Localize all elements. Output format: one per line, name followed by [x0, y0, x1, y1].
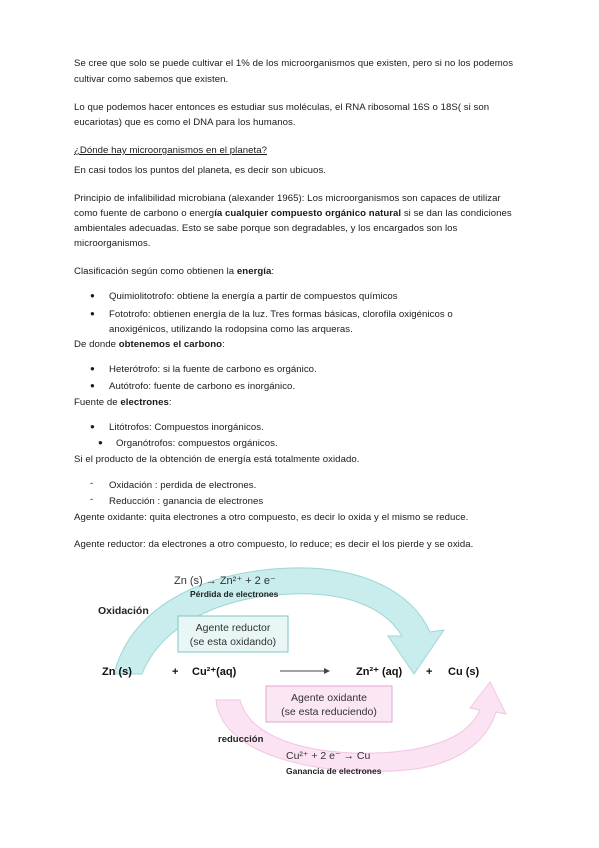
bold-text: ía cualquier compuesto orgánico natural	[214, 208, 402, 219]
bullet-icon: ●	[90, 422, 95, 431]
section-question: ¿Dónde hay microorganismos en el planeta?	[74, 145, 267, 156]
top-equation: Zn (s) → Zn²⁺ + 2 e⁻	[174, 575, 276, 587]
product-zn-ion: Zn²⁺ (aq)	[356, 666, 403, 678]
paragraph-line: cultivar como sabemos que existen.	[74, 74, 229, 85]
paragraph-line: Se cree que solo se puede cultivar el 1% de los microorganismos que existen, pero si no los podemos	[74, 58, 514, 69]
text-run: :	[222, 339, 225, 350]
dash-icon: -	[90, 494, 94, 505]
paragraph-line: ambientales adecuadas. Esto se sabe porque son degradables, y los encargados son los	[74, 223, 458, 234]
list-item: Quimiolitotrofo: obtiene la energía a partir de compuestos químicos	[109, 291, 398, 302]
product-cu: Cu (s)	[448, 666, 480, 678]
perdida-label: Pérdida de electrones	[190, 589, 279, 599]
text-run: Fuente de	[74, 397, 121, 408]
paragraph-line	[74, 337, 225, 352]
agente-reductor-label: Agente reductor	[195, 622, 271, 634]
list-item: Heterótrofo: si la fuente de carbono es orgánico.	[109, 364, 317, 375]
redox-diagram	[92, 562, 512, 784]
bullet-icon: ●	[90, 364, 95, 373]
bullet-icon: ●	[90, 309, 95, 318]
plus-sign: +	[172, 666, 179, 678]
list-item: Organótrofos: compuestos orgánicos.	[116, 438, 278, 449]
text-run: :	[168, 397, 172, 408]
agente-oxidante-label: Agente oxidante	[291, 692, 367, 704]
ganancia-label: Ganancia de electrones	[286, 766, 382, 776]
paragraph-line	[74, 395, 172, 410]
text-run: :	[271, 266, 275, 277]
text-run: como fuente de carbono o energ	[74, 208, 215, 219]
text-run: Clasificación según como obtienen la	[74, 266, 237, 277]
paragraph-line: En casi todos los puntos del planeta, es decir son ubicuos.	[74, 165, 327, 176]
paragraph-line	[74, 264, 274, 279]
paragraph-line: Agente reductor: da electrones a otro compuesto, lo reduce; es decir el los pierde y se oxida.	[74, 539, 474, 550]
reactant-cu-ion: Cu²⁺(aq)	[192, 666, 237, 678]
bold-text: electrones	[120, 397, 169, 408]
list-item: Litótrofos: Compuestos inorgánicos.	[109, 422, 264, 433]
bullet-icon: ●	[90, 291, 95, 300]
list-item: Autótrofo: fuente de carbono es inorgánico.	[109, 381, 296, 392]
list-item: Oxidación : perdida de electrones.	[109, 480, 257, 491]
paragraph-line: microorganismos.	[74, 238, 151, 249]
agente-reductor-sublabel: (se esta oxidando)	[189, 636, 277, 648]
paragraph-line: Agente oxidante: quita electrones a otro compuesto, es decir lo oxida y el mismo se reduce.	[74, 512, 469, 523]
dash-icon: -	[90, 478, 94, 489]
text-run: si se dan las condiciones	[401, 208, 512, 219]
bullet-icon: ●	[98, 438, 103, 447]
oxidacion-label: Oxidación	[98, 605, 149, 617]
reduccion-label: reducción	[218, 734, 264, 745]
text-run: De donde	[74, 339, 119, 350]
bold-text: energía	[236, 266, 272, 277]
reaction-arrowhead	[324, 668, 330, 674]
list-item: Fototrofo: obtienen energía de la luz. Tres formas básicas, clorofila oxigénicos o	[109, 309, 453, 320]
paragraph-line	[74, 206, 512, 221]
bottom-equation: Cu²⁺ + 2 e⁻ → Cu	[286, 750, 371, 762]
bullet-icon: ●	[90, 381, 95, 390]
plus-sign: +	[426, 666, 433, 678]
paragraph-line: eucariotas) que es como el DNA para los humanos.	[74, 117, 296, 128]
paragraph-line: Si el producto de la obtención de energía está totalmente oxidado.	[74, 454, 360, 465]
paragraph-line: Principio de infalibilidad microbiana (alexander 1965): Los microorganismos son capaces de utilizar	[74, 193, 501, 204]
list-item: Reducción : ganancia de electrones	[109, 496, 264, 507]
reactant-zn: Zn (s)	[102, 666, 132, 678]
agente-oxidante-sublabel: (se esta reduciendo)	[281, 706, 377, 718]
bold-text: obtenemos el carbono	[118, 339, 223, 350]
list-item-continuation: anoxigénicos, utilizando la rodopsina como las arqueras.	[109, 324, 353, 335]
paragraph-line: Lo que podemos hacer entonces es estudiar sus moléculas, el RNA ribosomal 16S o 18S( si son	[74, 102, 490, 113]
